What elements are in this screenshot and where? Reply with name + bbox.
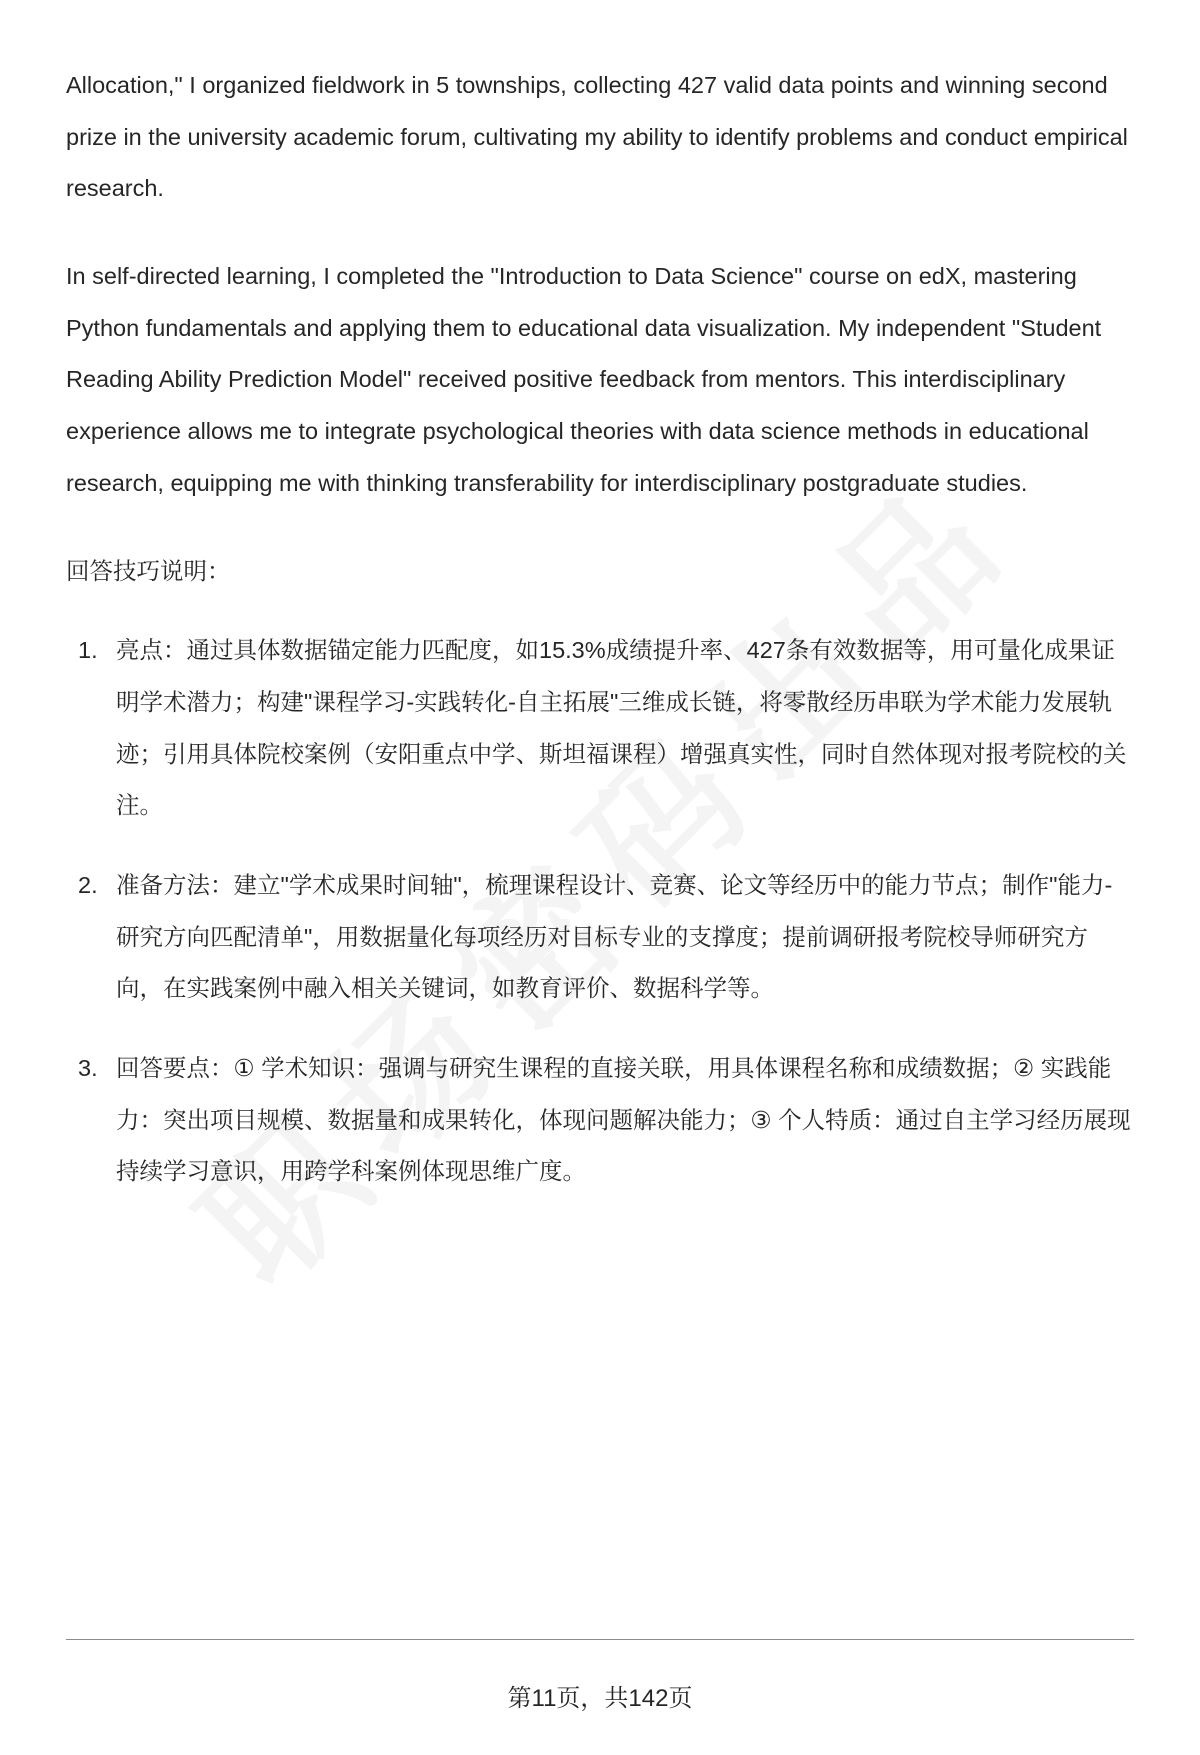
page-footer xyxy=(0,1639,1200,1755)
list-item-text: 准备方法：建立"学术成果时间轴"，梳理课程设计、竞赛、论文等经历中的能力节点；制作"能力-研究方向匹配清单"，用数据量化每项经历对目标专业的支撑度；提前调研报考院校导师研究方向，在实践案例中融入相关关键词，如教育评价、数据科学等。 xyxy=(116,871,1113,1002)
list-item-marker: 3. xyxy=(78,1055,98,1081)
section-heading-answer-tips: 回答技巧说明： xyxy=(66,557,231,584)
list-item xyxy=(66,625,1134,832)
list-item-marker: 1. xyxy=(78,637,98,664)
list-item xyxy=(66,860,1134,1015)
list-item xyxy=(66,1043,1134,1198)
list-item-text: 回答要点：① 学术知识：强调与研究生课程的直接关联，用具体课程名称和成绩数据；② 实践能力：突出项目规模、数据量和成果转化，体现问题解决能力；③ 个人特质：通过自主学习经历展现持续学习意识，用跨学科案例体现思维广度。 xyxy=(116,1055,1131,1185)
paragraph-english-2: In self-directed learning, I completed the "Introduction to Data Science" course on edX, mastering Python fundamentals and applying them to educational data visualization. My independent "Student Reading Ability Prediction Model" received positive feedback from mentors. This interdisciplinary experience allows me to integrate psychological theories with data science methods in educational research, equipping me with thinking transferability for interdisciplinary postgraduate studies. xyxy=(66,263,1102,496)
list-item-text: 亮点：通过具体数据锚定能力匹配度，如15.3%成绩提升率、427条有效数据等，用可量化成果证明学术潜力；构建"课程学习-实践转化-自主拓展"三维成长链，将零散经历串联为学术能力发展轨迹；引用具体院校案例（安阳重点中学、斯坦福课程）增强真实性，同时自然体现对报考院校的关注。 xyxy=(116,637,1127,819)
page-number: 第11页，共142页 xyxy=(507,1685,693,1712)
tips-list xyxy=(66,625,1134,1198)
list-item-marker: 2. xyxy=(78,871,98,898)
paragraph-english-1: Allocation," I organized fieldwork in 5 townships, collecting 427 valid data points and winning second prize in the university academic forum, cultivating my ability to identify problems and conduct empirical research. xyxy=(66,72,1128,202)
